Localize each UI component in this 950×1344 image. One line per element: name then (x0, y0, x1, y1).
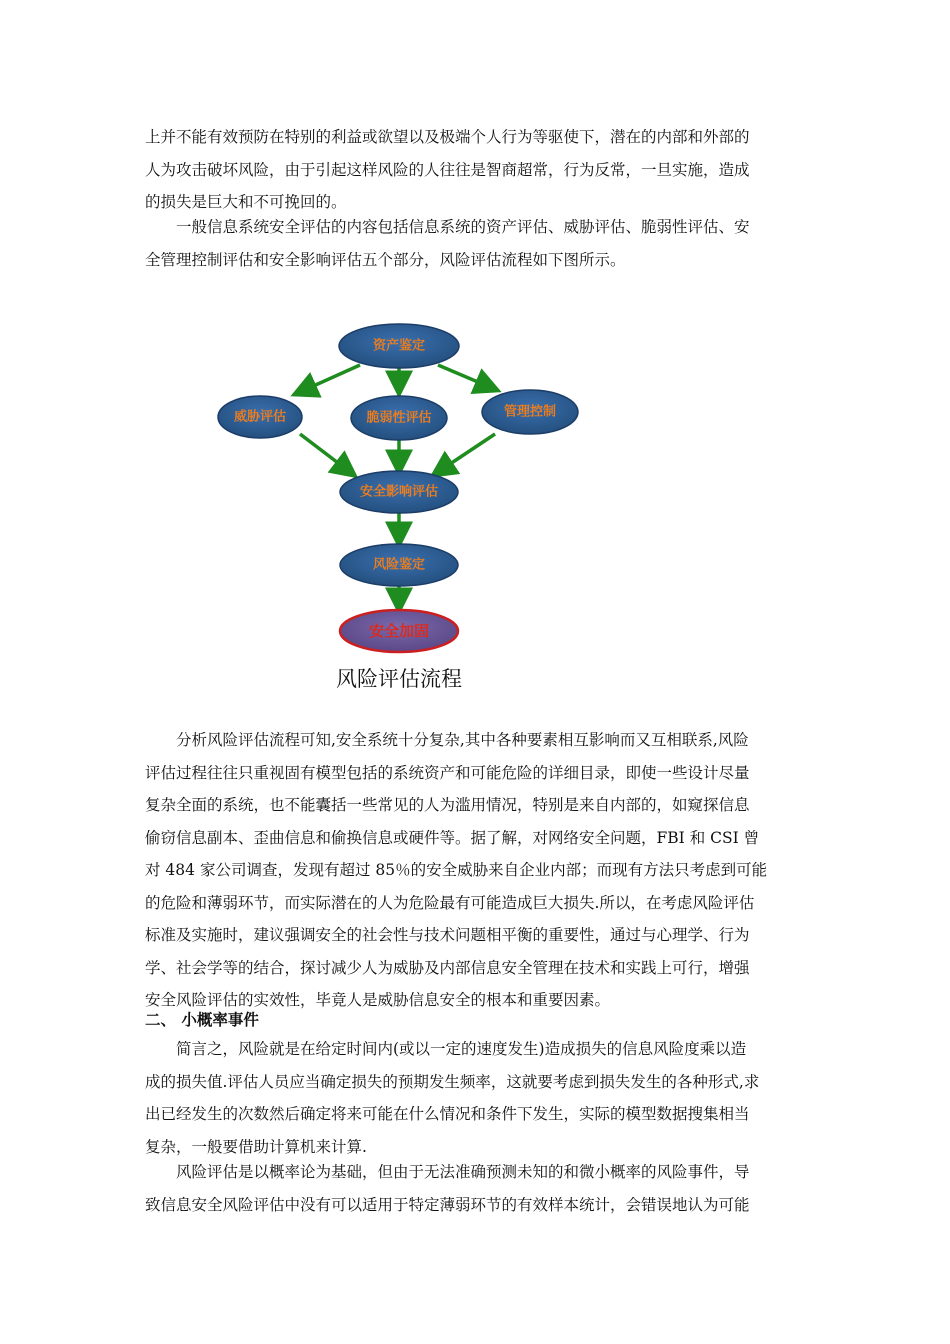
paragraph-3 (145, 724, 805, 1017)
node-risk (340, 544, 458, 586)
node-asset (339, 324, 459, 368)
text-line: 一般信息系统安全评估的内容包括信息系统的资产评估、威胁评估、脆弱性评估、安 (176, 218, 750, 236)
text-line: 的危险和薄弱环节，而实际潜在的人为危险最有可能造成巨大损失.所以，在考虑风险评估 (145, 893, 755, 912)
node-vulnerability-label: 脆弱性评估 (366, 410, 432, 426)
diagram-caption: 风险评估流程 (336, 667, 462, 691)
risk-assessment-flowchart (210, 322, 590, 697)
arrow-management-to-impact (438, 434, 495, 472)
paragraph-5 (145, 1156, 805, 1221)
node-asset-label: 资产鉴定 (372, 338, 426, 354)
text-line: 学、社会学等的结合，探讨减少人为威胁及内部信息安全管理在技术和实践上可行，增强 (145, 958, 750, 977)
text-line: 风险评估是以概率论为基础，但由于无法准确预测未知的和微小概率的风险事件，导 (176, 1163, 750, 1181)
text-line: 的损失是巨大和不可挽回的。 (145, 193, 347, 211)
flowchart-svg (210, 322, 590, 662)
node-management (482, 390, 578, 434)
text-line: 上并不能有效预防在特别的利益或欲望以及极端个人行为等驱使下，潜在的内部和外部的 (145, 128, 750, 146)
text-line: 分析风险评估流程可知,安全系统十分复杂,其中各种要素相互影响而又互相联系,风险 (176, 731, 749, 749)
arrow-asset-to-management (438, 365, 492, 388)
text-line: 复杂，一般要借助计算机来计算. (145, 1137, 367, 1156)
paragraph-1 (145, 121, 805, 219)
text-line: 成的损失值.评估人员应当确定损失的预期发生频率，这就要考虑到损失发生的各种形式,求 (145, 1072, 760, 1091)
paragraph-2 (145, 211, 805, 276)
node-impact (340, 471, 458, 513)
node-management-label: 管理控制 (503, 404, 557, 420)
text-line: 人为攻击破坏风险，由于引起这样风险的人往往是智商超常，行为反常，一旦实施，造成 (145, 160, 750, 179)
node-impact-label: 安全影响评估 (359, 484, 439, 500)
node-reinforce (340, 610, 458, 652)
text-line: 简言之，风险就是在给定时间内(或以一定的速度发生)造成损失的信息风险度乘以造 (176, 1040, 747, 1058)
text-line: 复杂全面的系统，也不能囊括一些常见的人为滥用情况，特别是来自内部的，如窥探信息 (145, 796, 750, 814)
arrow-threat-to-impact (300, 434, 350, 472)
node-threat (218, 396, 302, 438)
arrow-asset-to-threat (300, 365, 360, 392)
text-line: 偷窃信息副本、歪曲信息和偷换信息或硬件等。据了解，对网络安全问题，FBI 和 CSI 曾 (145, 828, 760, 847)
paragraph-4 (145, 1033, 805, 1163)
text-line: 对 484 家公司调查，发现有超过 85％的安全威胁来自企业内部；而现有方法只考虑到可能 (145, 861, 768, 879)
text-line: 全管理控制评估和安全影响评估五个部分，风险评估流程如下图所示。 (145, 250, 626, 269)
node-reinforce-label: 安全加固 (368, 622, 430, 640)
section-heading: 二、 小概率事件 (145, 1011, 259, 1029)
text-line: 出已经发生的次数然后确定将来可能在什么情况和条件下发生，实际的模型数据搜集相当 (145, 1105, 750, 1123)
node-risk-label: 风险鉴定 (372, 557, 426, 573)
node-threat-label: 威胁评估 (233, 409, 287, 425)
text-line: 安全风险评估的实效性，毕竟人是威胁信息安全的根本和重要因素。 (145, 991, 611, 1009)
text-line: 评估过程往往只重视固有模型包括的系统资产和可能危险的详细目录，即使一些设计尽量 (145, 763, 750, 782)
node-vulnerability (351, 396, 447, 440)
text-line: 标准及实施时，建议强调安全的社会性与技术问题相平衡的重要性，通过与心理学、行为 (145, 926, 750, 944)
text-line: 致信息安全风险评估中没有可以适用于特定薄弱环节的有效样本统计，会错误地认为可能 (145, 1195, 750, 1214)
